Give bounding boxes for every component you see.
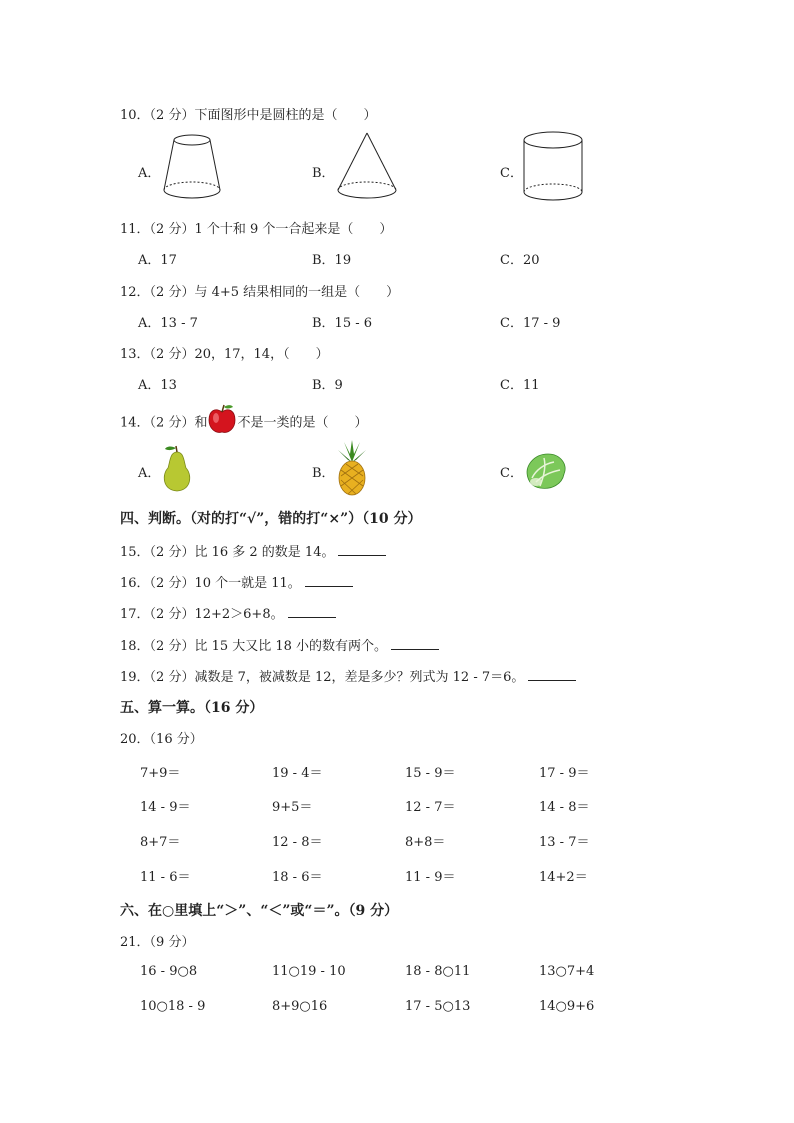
calc-item[interactable]: 12 - 7＝	[405, 800, 456, 815]
calc-item[interactable]: 14+2＝	[539, 870, 588, 885]
compare-item[interactable]: 14○9+6	[539, 999, 595, 1014]
calc-item[interactable]: 14 - 9＝	[140, 800, 191, 815]
calc-item[interactable]: 18 - 6＝	[272, 870, 323, 885]
q11-option-b[interactable]: B．19	[312, 253, 352, 268]
answer-blank[interactable]	[305, 574, 353, 587]
compare-item[interactable]: 16 - 9○8	[140, 964, 198, 979]
question-14	[120, 411, 367, 435]
calc-row	[0, 762, 794, 786]
q11-option-a[interactable]: A．17	[138, 253, 177, 268]
apple-icon	[207, 403, 237, 435]
calc-item[interactable]: 14 - 8＝	[539, 800, 590, 815]
calc-item[interactable]: 11 - 9＝	[405, 870, 456, 885]
calc-item[interactable]: 8+7＝	[140, 835, 181, 850]
cone-figure	[334, 130, 400, 204]
q12-option-a[interactable]: A．13 - 7	[138, 316, 198, 331]
judge-item: 15．（2 分）比 16 多 2 的数是 14。	[120, 541, 386, 560]
q13-option-a[interactable]: A．13	[138, 378, 177, 393]
compare-row	[0, 999, 794, 1023]
compare-item[interactable]: 18 - 8○11	[405, 964, 471, 979]
calc-item[interactable]: 7+9＝	[140, 766, 181, 781]
q10-option-b-label[interactable]: B．	[312, 166, 335, 181]
calc-item[interactable]: 8+8＝	[405, 835, 446, 850]
pineapple-icon	[334, 440, 370, 498]
calc-row	[0, 831, 794, 855]
compare-item[interactable]: 8+9○16	[272, 999, 328, 1014]
calc-row	[0, 796, 794, 820]
judge-item: 17．（2 分）12+2＞6+8。	[120, 603, 336, 622]
q13-option-c[interactable]: C．11	[500, 378, 540, 393]
compare-item[interactable]: 11○19 - 10	[272, 964, 346, 979]
cabbage-icon	[522, 448, 570, 494]
question-20: 20．（16 分）	[120, 732, 203, 747]
section-4-heading: 四、判断。（对的打“√”，错的打“×”）（10 分）	[120, 511, 422, 527]
q14-option-c-label[interactable]: C．	[500, 466, 523, 481]
q14-option-a-label[interactable]: A．	[138, 466, 161, 481]
q10-option-c-label[interactable]: C．	[500, 166, 523, 181]
question-11: 11．（2 分）1 个十和 9 个一合起来是（ ）	[120, 222, 393, 237]
answer-blank[interactable]	[528, 668, 576, 681]
calc-item[interactable]: 15 - 9＝	[405, 766, 456, 781]
judge-item: 16．（2 分）10 个一就是 11。	[120, 572, 353, 591]
q12-option-b[interactable]: B．15 - 6	[312, 316, 373, 331]
compare-item[interactable]: 17 - 5○13	[405, 999, 471, 1014]
q10-option-a-label[interactable]: A．	[138, 166, 161, 181]
answer-blank[interactable]	[338, 543, 386, 556]
question-12: 12．（2 分）与 4+5 结果相同的一组是（ ）	[120, 285, 400, 300]
question-21: 21．（9 分）	[120, 935, 195, 950]
calc-item[interactable]: 13 - 7＝	[539, 835, 590, 850]
compare-item[interactable]: 10○18 - 9	[140, 999, 206, 1014]
compare-row	[0, 964, 794, 988]
calc-item[interactable]: 9+5＝	[272, 800, 313, 815]
answer-blank[interactable]	[288, 605, 336, 618]
q13-option-b[interactable]: B．9	[312, 378, 343, 393]
section-6-heading: 六、在○里填上“＞”、“＜”或“＝”。（9 分）	[120, 903, 399, 919]
frustum-figure	[160, 132, 224, 204]
calc-item[interactable]: 12 - 8＝	[272, 835, 323, 850]
calc-item[interactable]: 17 - 9＝	[539, 766, 590, 781]
pear-icon	[158, 444, 196, 494]
q12-option-c[interactable]: C．17 - 9	[500, 316, 561, 331]
calc-item[interactable]: 11 - 6＝	[140, 870, 191, 885]
calc-row	[0, 866, 794, 890]
q14-option-b-label[interactable]: B．	[312, 466, 335, 481]
cylinder-figure	[520, 130, 586, 206]
answer-blank[interactable]	[391, 637, 439, 650]
judge-item: 18．（2 分）比 15 大又比 18 小的数有两个。	[120, 635, 439, 654]
question-13: 13．（2 分）20，17，14，（ ）	[120, 347, 329, 362]
question-10: 10．（2 分）下面图形中是圆柱的是（ ）	[120, 108, 377, 123]
calc-item[interactable]: 19 - 4＝	[272, 766, 323, 781]
q14-text-post: 不是一类的是（ ）	[237, 415, 368, 431]
judge-item: 19．（2 分）减数是 7，被减数是 12，差是多少？列式为 12 - 7＝6。	[120, 666, 576, 685]
compare-item[interactable]: 13○7+4	[539, 964, 595, 979]
q11-option-c[interactable]: C．20	[500, 253, 540, 268]
q14-text-pre: 14．（2 分）和	[120, 415, 208, 431]
section-5-heading: 五、算一算。（16 分）	[120, 700, 264, 716]
